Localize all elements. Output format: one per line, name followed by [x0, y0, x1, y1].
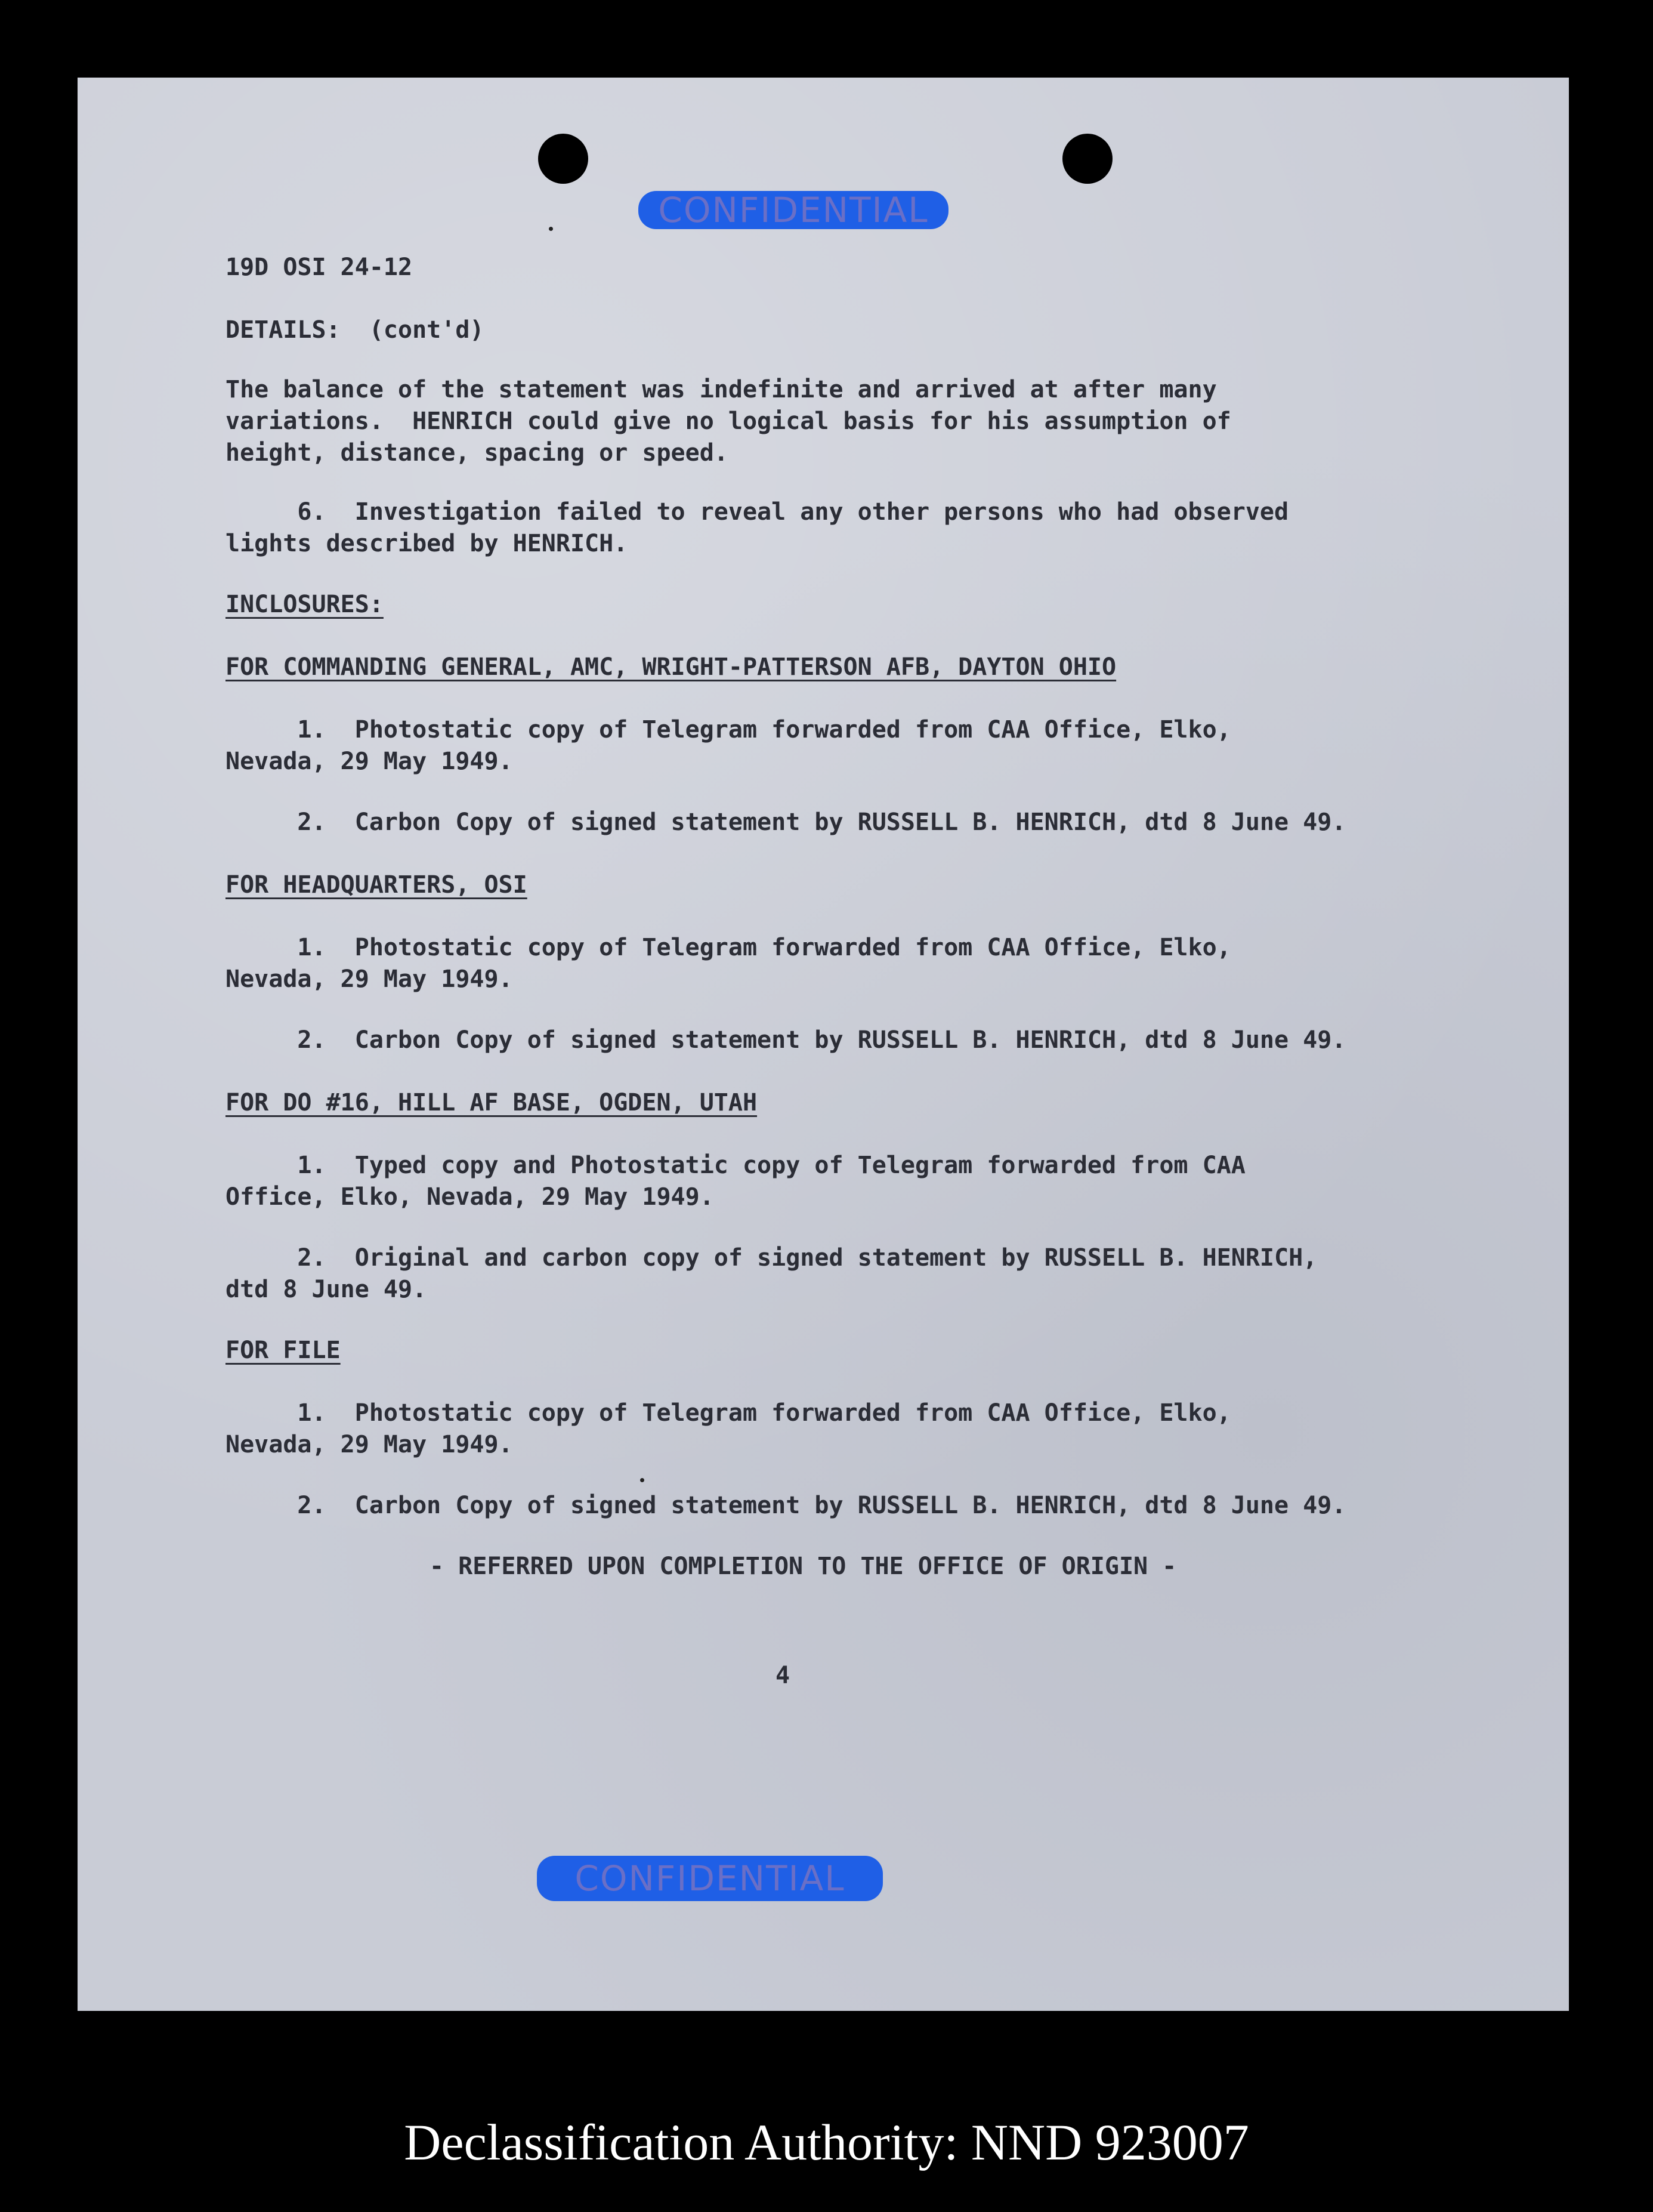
- inclosure-item: 1. Photostatic copy of Telegram forwarded from CAA Office, Elko,: [225, 716, 1231, 743]
- ink-speck: [549, 227, 553, 231]
- body-line: lights described by HENRICH.: [225, 530, 628, 557]
- inclosure-item: dtd 8 June 49.: [225, 1276, 427, 1303]
- inclosure-item: 2. Carbon Copy of signed statement by RUSSELL B. HENRICH, dtd 8 June 49.: [225, 1026, 1346, 1054]
- body-line: The balance of the statement was indefinite and arrived at after many: [225, 376, 1217, 403]
- inclosure-group-heading: FOR FILE: [225, 1337, 341, 1364]
- details-label: DETAILS: (cont'd): [225, 316, 484, 344]
- inclosure-item: 2. Carbon Copy of signed statement by RUSSELL B. HENRICH, dtd 8 June 49.: [225, 1492, 1346, 1519]
- confidential-stamp-bottom: CONFIDENTIAL: [537, 1856, 883, 1901]
- inclosure-item: 1. Typed copy and Photostatic copy of Telegram forwarded from CAA: [225, 1152, 1246, 1179]
- referral-note: - REFERRED UPON COMPLETION TO THE OFFICE OF ORIGIN -: [430, 1553, 1177, 1580]
- body-line: variations. HENRICH could give no logical basis for his assumption of: [225, 408, 1231, 435]
- inclosure-group-heading: FOR COMMANDING GENERAL, AMC, WRIGHT-PATTERSON AFB, DAYTON OHIO: [225, 653, 1117, 681]
- punch-hole: [1062, 134, 1113, 184]
- document-page: [78, 78, 1569, 2011]
- inclosure-group-heading: FOR HEADQUARTERS, OSI: [225, 871, 527, 899]
- punch-hole: [538, 134, 588, 184]
- inclosure-item: Nevada, 29 May 1949.: [225, 748, 513, 775]
- inclosure-item: 1. Photostatic copy of Telegram forwarded from CAA Office, Elko,: [225, 1399, 1231, 1427]
- body-line: height, distance, spacing or speed.: [225, 439, 728, 467]
- page-number: 4: [775, 1662, 790, 1689]
- body-line: 6. Investigation failed to reveal any other persons who had observed: [225, 498, 1289, 526]
- file-number: 19D OSI 24-12: [225, 254, 413, 281]
- declassification-footer: Declassification Authority: NND 923007: [404, 2114, 1249, 2171]
- ink-speck: [640, 1478, 644, 1482]
- inclosure-item: Office, Elko, Nevada, 29 May 1949.: [225, 1183, 714, 1211]
- inclosure-group-heading: FOR DO #16, HILL AF BASE, OGDEN, UTAH: [225, 1089, 758, 1116]
- inclosure-item: 2. Carbon Copy of signed statement by RUSSELL B. HENRICH, dtd 8 June 49.: [225, 809, 1346, 836]
- inclosure-item: Nevada, 29 May 1949.: [225, 965, 513, 993]
- inclosure-item: 2. Original and carbon copy of signed statement by RUSSELL B. HENRICH,: [225, 1244, 1318, 1272]
- inclosure-item: Nevada, 29 May 1949.: [225, 1431, 513, 1458]
- confidential-stamp-top: CONFIDENTIAL: [638, 191, 948, 229]
- inclosure-item: 1. Photostatic copy of Telegram forwarded from CAA Office, Elko,: [225, 934, 1231, 961]
- inclosures-heading: INCLOSURES:: [225, 591, 384, 618]
